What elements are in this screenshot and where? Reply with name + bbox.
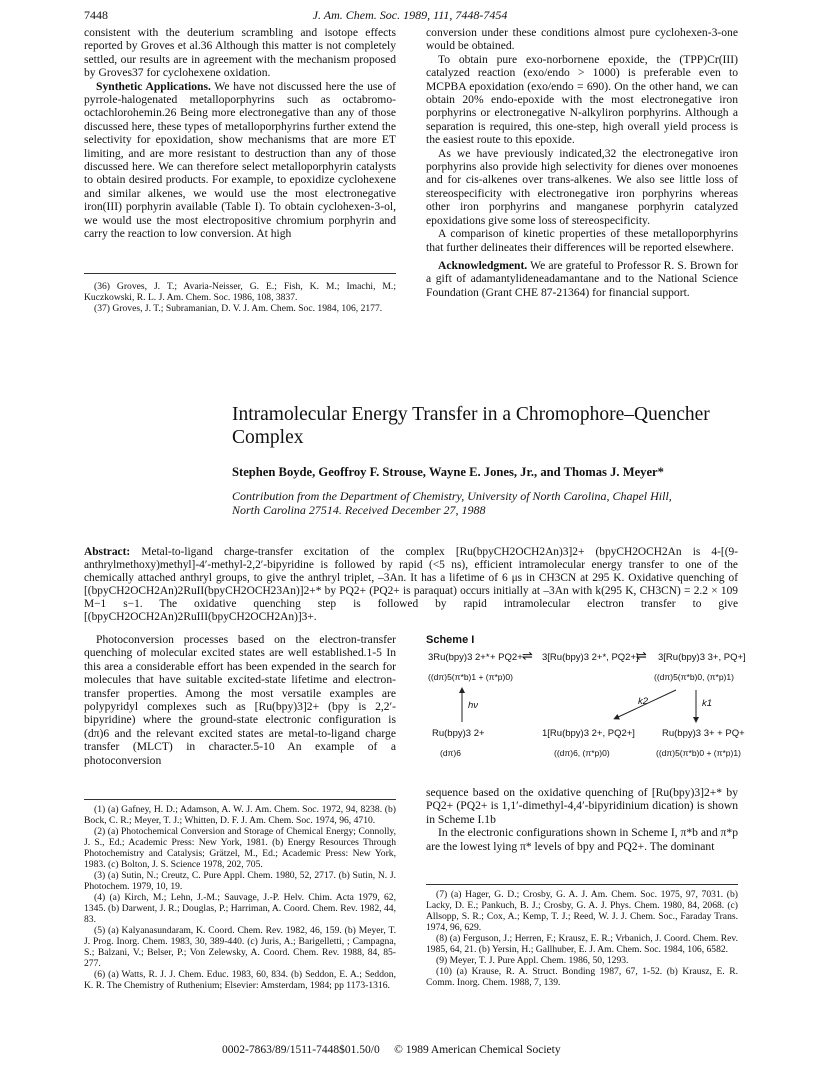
paragraph: conversion under these conditions almost pure cyclohexen-3-one would be obtained.	[426, 26, 738, 53]
footnote: (7) (a) Hager, G. D.; Crosby, G. A. J. Am. Chem. Soc. 1975, 97, 7031. (b) Lacky, D. E.; Pankuch, B. J.; Crosby, G. A. J. Phys. Chem. 1980, 84, 2068. (c) Allsopp, S. R.; Cox, A.; Kemp, T. J.; Reed, W. J. J. Chem. Soc., Faraday Trans. 1974, 96, 629.	[426, 889, 738, 933]
footnote: (5) (a) Kalyanasundaram, K. Coord. Chem. Rev. 1982, 46, 159. (b) Meyer, T. J. Prog. Inorg. Chem. 1983, 30, 389-440. (c) Juris, A.; Barigelletti, ; Campagna, S.; Balzani, V.; Belser, P.; Von Zelewsky, A. Coord. Chem. Rev. 1988, 84, 85-277.	[84, 925, 396, 969]
authors: Stephen Boyde, Geoffroy F. Strouse, Wayne E. Jones, Jr., and Thomas J. Meyer*	[232, 465, 664, 479]
footnote: (1) (a) Gafney, H. D.; Adamson, A. W. J. Am. Chem. Soc. 1972, 94, 8238. (b) Bock, C. R.; Meyer, T. J.; Whitten, D. F. J. Am. Chem. Soc. 1974, 96, 4710.	[84, 804, 396, 826]
title-line: Intramolecular Energy Transfer in a Chromophore–Quencher	[232, 404, 710, 425]
footer	[222, 1044, 561, 1056]
scheme-species: 3[Ru(bpy)3 3+, PQ+]	[658, 652, 746, 663]
body-right-footnotes	[426, 889, 738, 988]
footnote: (10) (a) Krause, R. A. Struct. Bonding 1987, 67, 1-52. (b) Krausz, E. R. Comm. Inorg. Chem. 1988, 7, 139.	[426, 966, 738, 988]
footnote-divider	[84, 799, 396, 800]
footnote: (6) (a) Watts, R. J. J. Chem. Educ. 1983, 60, 834. (b) Seddon, E. A.; Seddon, K. R. The Chemistry of Ruthenium; Elsevier: Amsterdam, 1984; pp 1173-1316.	[84, 969, 396, 991]
top-right-column	[426, 26, 738, 299]
affiliation	[232, 489, 752, 517]
paragraph: sequence based on the oxidative quenching of [Ru(bpy)3]2+* by PQ2+ (PQ2+ is 1,1′-dimethyl-4,4′-bipyridinium dication) is shown in Scheme I.1b	[426, 786, 738, 826]
running-header: J. Am. Chem. Soc. 1989, 111, 7448-7454	[312, 8, 508, 22]
footnote: (36) Groves, J. T.; Avaria-Neisser, G. E.; Fish, K. M.; Imachi, M.; Kuczkowski, R. L. J. Am. Chem. Soc. 1986, 108, 3837.	[84, 281, 396, 303]
footnote: (3) (a) Sutin, N.; Creutz, C. Pure Appl. Chem. 1980, 52, 2717. (b) Sutin, N. J. Photochem. 1979, 10, 19.	[84, 870, 396, 892]
acknowledgment	[426, 259, 738, 299]
page-number: 7448	[84, 8, 108, 22]
footnote: (4) (a) Kirch, M.; Lehn, J.-M.; Sauvage, J.-P. Helv. Chim. Acta 1979, 62, 1345. (b) Darwent, J. R.; Douglas, P.; Harriman, A. Coord. Chem. Rev. 1982, 44, 83.	[84, 892, 396, 925]
scheme-config: (dπ)6	[440, 748, 461, 758]
footnote-divider	[426, 884, 738, 885]
scheme-species: + PQ2+	[490, 652, 523, 663]
affiliation-line: Contribution from the Department of Chemistry, University of North Carolina, Chapel Hill,	[232, 489, 672, 503]
body-left-column	[84, 633, 396, 767]
paragraph: Photoconversion processes based on the electron-transfer quenching of molecular excited states are well established.1-5 In this area a considerable effort has been expended in the search for molecules that have suitable excited-state lifetime and electron-transfer properties. Among the most versatile examples are polypyridyl complexes such as [Ru(bpy)3]2+ (bpy is 2,2′-bipyridine) where the ground-state electronic configuration is (dπ)6 and the relevant excited states are metal-to-ligand charge transfer (MLCT) in character.5-10 An example of a photoconversion	[84, 633, 396, 767]
scheme-config: ((dπ)5(π*b)0, (π*p)1)	[654, 672, 734, 682]
ack-text: We are grateful to Professor R. S. Brown for a gift of adamantylideneadamantane and to the National Science Foundation (Grant CHE 87-21364) for financial support.	[426, 258, 738, 299]
footnote: (37) Groves, J. T.; Subramanian, D. V. J. Am. Chem. Soc. 1984, 106, 2177.	[94, 303, 383, 314]
k1-label: k1	[702, 698, 713, 709]
section-heading: Synthetic Applications.	[96, 79, 211, 93]
abstract-label: Abstract:	[84, 546, 131, 558]
body-right-column	[426, 786, 738, 853]
paragraph: In the electronic configurations shown in Scheme I, π*b and π*p are the lowest lying π* levels of bpy and PQ2+. The dominant	[426, 826, 738, 853]
scheme-config: ((dπ)6, (π*p)0)	[554, 748, 610, 758]
scheme-species: Ru(bpy)3 2+	[432, 728, 485, 739]
scheme-species: 3[Ru(bpy)3 2+*, PQ2+]	[542, 652, 639, 663]
ack-heading: Acknowledgment.	[438, 258, 528, 272]
title-line: Complex	[232, 427, 304, 448]
article-title	[232, 403, 752, 449]
footnote-divider	[84, 273, 396, 274]
top-left-column	[84, 26, 396, 241]
footnote: (8) (a) Ferguson, J.; Herren, F.; Krausz, E. R.; Vrbanich, J. Coord. Chem. Rev. 1985, 64, 21. (b) Yersin, H.; Gallhuber, E. J. Am. Chem. Soc. 1984, 106, 6582.	[426, 933, 738, 955]
paragraph-text: We have not discussed here the use of pyrrole-halogenated metalloporphyrins such as octabromo-octachlorohemin.26 Being more electronegative than any of those discussed here, these types of metalloporphyrins further extend the selectivity for epoxidation, show mechanisms that are more ET limiting, and are more resistant to destruction than any of those discussed here. We can therefore select metalloporphyrin catalysts to obtain desired products. For example, to epoxidize cyclohexene and similar alkenes, we would use the most electronegative iron(III) porphyrin available (Table I). To obtain cyclohexen-3-ol, we would use the most electropositive chromium porphyrin and carry the reaction to low conversion. At high	[84, 79, 396, 241]
scheme-species: 3Ru(bpy)3 2+*	[428, 652, 490, 663]
scheme-config: ((dπ)5(π*b)0 + (π*p)1)	[656, 748, 741, 758]
top-left-footnotes	[84, 281, 396, 314]
paragraph: To obtain pure exo-norbornene epoxide, the (TPP)Cr(III) catalyzed reaction (exo/endo > 1000) is preferable even to MCPBA epoxidation (exo/endo = 690). On the other hand, we can obtain 20% endo-epoxide with the most electronegative iron porphyrins or electronegative N-alkyliron porphyrins. Although a separation is required, this one-step, high overall yield process is the easiest route to this epoxide.	[426, 52, 738, 147]
k2-label: k2	[638, 696, 649, 707]
copyright: © 1989 American Chemical Society	[394, 1044, 561, 1056]
footnote: (2) (a) Photochemical Conversion and Storage of Chemical Energy; Connolly, J. S., Ed.; Academic Press: New York, 1981. (b) Energy Resources Through Photochemistry and Catalysis; Grätzel, M., Ed.; Academic Press: New York, 1983. (c) Bolton, J. S. Science 1978, 202, 705.	[84, 826, 396, 870]
issn-code: 0002-7863/89/1511-7448$01.50/0	[222, 1044, 380, 1056]
scheme-species: 1[Ru(bpy)3 2+, PQ2+]	[542, 728, 635, 739]
equilibrium-arrow: ⇌	[522, 648, 533, 663]
abstract-text: Metal-to-ligand charge-transfer excitation of the complex [Ru(bpyCH2OCH2An)3]2+ (bpyCH2OCH2An is 4-[(9-anthrylmethoxy)methyl]-4′-methyl-2,2′-bipyridine is followed by rapid (<5 ns), efficient intramolecular energy transfer to one of the chemically attached anthryl groups, to give the anthryl triplet, –3An. It has a lifetime of 6 μs in CH3CN at 295 K. Oxidative quenching of [(bpyCH2OCH2An)2RuII(bpyCH2OCH23An)]2+* by PQ2+ (PQ2+ is paraquat) occurs initially at –3An with k(295 K, CH3CN) = 2.2 × 109 M−1 s−1. The oxidative quenching step is followed by rapid intramolecular electron transfer to give [(bpyCH2OCH2An)2RuIII(bpyCH2OCH2An)]3+.	[84, 546, 738, 623]
paragraph: consistent with the deuterium scrambling and isotope effects reported by Groves et al.36 Although this matter is not completely settled, our results are in agreement with the mechanism proposed by Groves37 for cyclohexene oxidation.	[84, 26, 396, 80]
abstract	[84, 546, 738, 624]
scheme-config: ((dπ)5(π*b)1 + (π*p)0)	[428, 672, 513, 682]
scheme-species: Ru(bpy)3 3+ + PQ+	[662, 728, 745, 739]
scheme-diagram	[426, 648, 746, 808]
affiliation-line: North Carolina 27514. Received December 27, 1988	[232, 503, 486, 517]
paragraph: As we have previously indicated,32 the electronegative iron porphyrins also provide high selectivity for dienes over monoenes and for cis-alkenes over trans-alkenes. We also see little loss of stereospecificity with electronegative iron porphyrins whereas other iron porphyrins and manganese porphyrin catalyzed epoxidations give some loss of stereospecificity.	[426, 146, 738, 227]
paragraph: A comparison of kinetic properties of these metalloporphyrins that further delineates their differences will be reported elsewhere.	[426, 227, 738, 254]
body-left-footnotes	[84, 804, 396, 991]
equilibrium-arrow: ⇌	[636, 648, 647, 663]
hv-label: hν	[468, 700, 479, 711]
paragraph	[84, 80, 396, 241]
scheme-title: Scheme I	[426, 634, 475, 646]
footnote: (9) Meyer, T. J. Pure Appl. Chem. 1986, 50, 1293.	[436, 955, 629, 966]
